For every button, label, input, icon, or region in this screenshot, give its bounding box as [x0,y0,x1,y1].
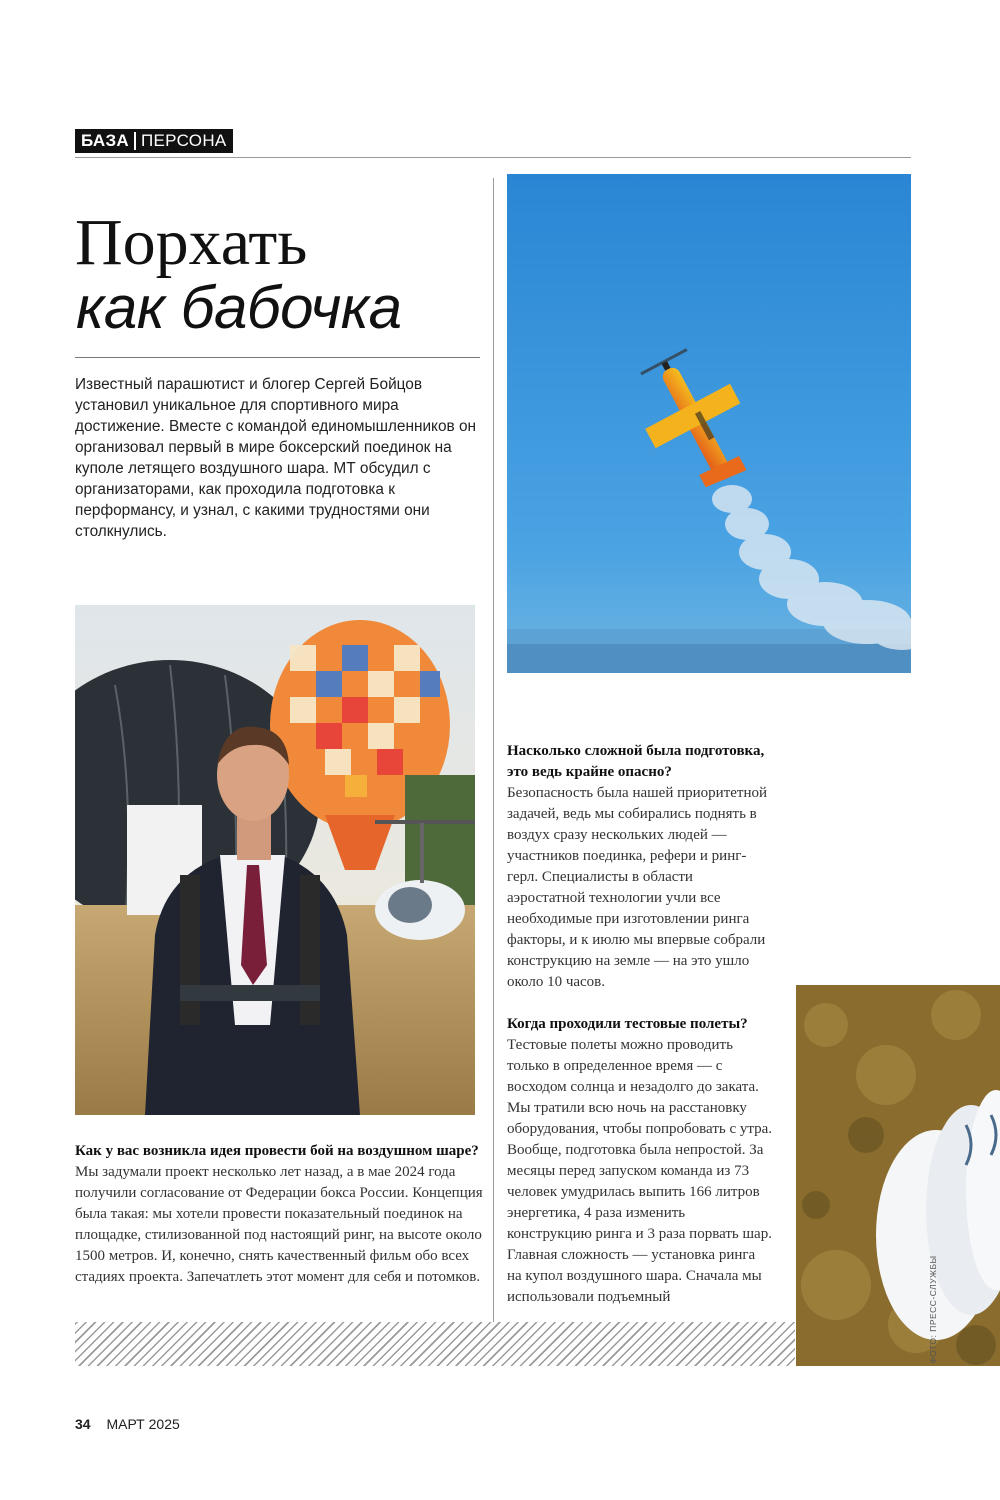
issue-date: МАРТ 2025 [106,1416,180,1432]
lead-paragraph: Известный парашютист и блогер Сергей Бойцов установил уникальное для спортивного мира достижение. Вместе с командой единомышленников он организовал первый в мире боксерский поединок на куполе летящего воздушного шара. МТ обсудил с организаторами, как проходила подготовка к перформансу, и узнал, с какими трудностями они столкнулись. [75,376,477,540]
photo-credit [924,1214,944,1364]
headline-divider [75,357,480,358]
paragraph-gap [507,993,773,1014]
section-separator [134,132,136,150]
answer-3: Тестовые полеты можно проводить только в определенное время — с восходом солнца и незадолго до заката. Мы тратили всю ночь на расстановку оборудования, чтобы попробовать с утра. Вообще, подготовка была непростой. За месяцы перед запуском команда из 73 человек умудрилась выпить 166 литров энергетика, 4 раза изменить конструкцию ринга и 3 раза порвать шар. Главная сложность — установка ринга на купол воздушного шара. Сначала мы использовали подъемный [507,1037,773,1305]
parachute-photo [796,985,1000,1366]
hatch-decoration [75,1322,795,1366]
top-divider [75,157,911,158]
question-3: Когда проходили тестовые полеты? [507,1016,748,1032]
page-footer [75,1416,180,1432]
column-divider [493,178,494,1324]
headline-line-2: как бабочка [76,274,402,341]
page-number: 34 [75,1416,91,1432]
answer-1: Мы задумали проект несколько лет назад, а в мае 2024 года получили согласование от Федерации бокса России. Концепция была такая: мы хотели провести показательный поединок на площадке, стилизованной под настоящий ринг, на высоте около 1500 метров. И, конечно, снять качественный фильм обо всех стадиях проекта. Запечатлеть этот момент для себя и потомков. [75,1164,483,1285]
question-2: Насколько сложной была подготовка, это ведь крайне опасно? [507,743,765,780]
section-label: БАЗА [81,131,129,150]
interview-right-column [507,741,773,1308]
headline-line-1: Порхать [75,206,308,279]
athlete-photo [75,605,475,1115]
answer-2: Безопасность была нашей приоритетной задачей, ведь мы собирались поднять в воздух сразу нескольких людей — участников поединка, рефери и ринг-герл. Специалисты в области аэростатной технологии учли все необходимые при изготовлении ринга факторы, и к июлю мы впервые собрали конструкцию на земле — на это ушло около 10 часов. [507,785,768,990]
plane-photo [507,174,911,673]
interview-left-column [75,1141,483,1288]
section-tag [75,129,233,153]
question-1: Как у вас возникла идея провести бой на воздушном шаре? [75,1143,479,1159]
subsection-label: ПЕРСОНА [140,131,227,150]
photo-credit-text: ФОТО: ПРЕСС-СЛУЖБЫ [928,1255,938,1364]
